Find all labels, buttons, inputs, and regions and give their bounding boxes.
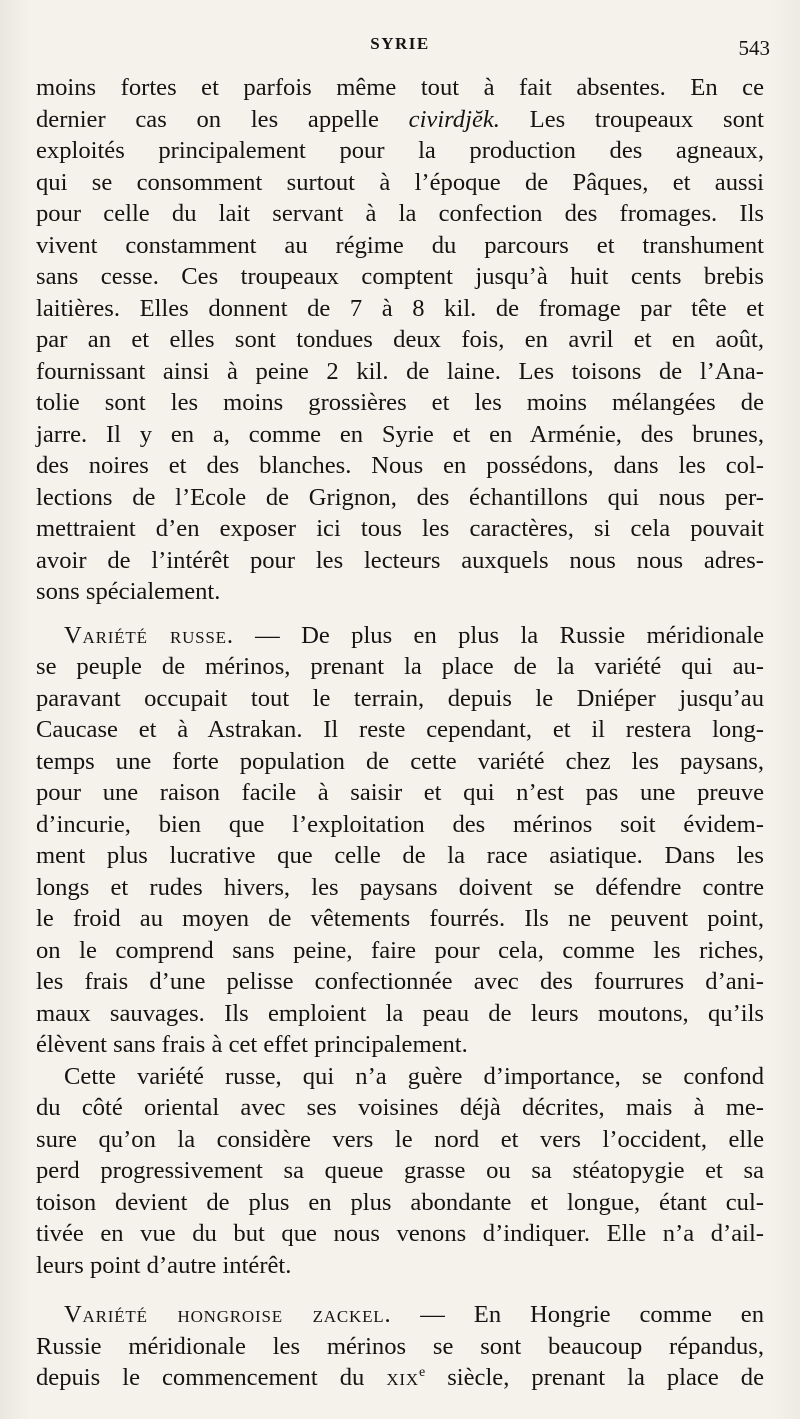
text-line: moins fortes et parfois même tout à fait absentes. En ce xyxy=(36,74,764,101)
text-segment: depuis le commencement du xyxy=(36,1364,387,1391)
text-line: qui se consomment surtout à l’époque de Pâques, et aussi xyxy=(36,168,764,196)
text-line xyxy=(36,1362,764,1394)
text-line xyxy=(36,620,764,652)
paragraph-spacer xyxy=(36,608,764,620)
text-line: sure qu’on la considère vers le nord et vers l’occident, elle xyxy=(36,1125,764,1153)
text-line: le froid au moyen de vêtements fourrés. Ils ne peuvent point, xyxy=(36,905,764,932)
text-line: d’incurie, bien que l’exploitation des mérinos soit évidem- xyxy=(36,810,764,838)
text-line: tolie sont les moins grossières et les moins mélangées de xyxy=(36,389,764,416)
century-numeral: xix xyxy=(386,1364,419,1391)
page-number: 543 xyxy=(738,36,770,60)
text-line: sans cesse. Ces troupeaux comptent jusqu’à huit cents brebis xyxy=(36,263,764,290)
running-title: SYRIE xyxy=(370,34,430,53)
text-line: tivée en vue du but que nous venons d’indiquer. Elle n’a d’ail- xyxy=(36,1220,764,1247)
paragraph-russe-suite xyxy=(36,1061,764,1282)
text-line: avoir de l’intérêt pour les lecteurs auxquels nous nous adres- xyxy=(36,546,764,574)
paragraph-continuation xyxy=(36,72,764,608)
text-line: lections de l’Ecole de Grignon, des échantillons qui nous per- xyxy=(36,483,764,511)
text-line: mettraient d’en exposer ici tous les caractères, si cela pouvait xyxy=(36,515,764,542)
paragraph-spacer xyxy=(36,1281,764,1299)
text-line: vivent constamment au régime du parcours et transhument xyxy=(36,231,764,259)
running-header xyxy=(38,30,770,64)
body-text xyxy=(36,72,764,1394)
text-line: on le comprend sans peine, faire pour cela, comme les riches, xyxy=(36,936,764,964)
text-line: exploités principalement pour la production des agneaux, xyxy=(36,137,764,164)
text-line: toison devient de plus en plus abondante et longue, étant cul- xyxy=(36,1188,764,1216)
text-line xyxy=(36,104,764,136)
text-line: Russie méridionale les mérinos se sont beaucoup répandus, xyxy=(36,1332,764,1360)
text-line: fournissant ainsi à peine 2 kil. de laine. Les toisons de l’Ana- xyxy=(36,357,764,385)
section-variete-hongroise xyxy=(36,1299,764,1394)
text-line: pour celle du lait servant à la confection des fromages. Ils xyxy=(36,200,764,227)
text-line: ment plus lucrative que celle de la race asiatique. Dans les xyxy=(36,842,764,869)
text-line: longs et rudes hivers, les paysans doivent se défendre contre xyxy=(36,873,764,901)
text-line: se peuple de mérinos, prenant la place de la variété qui au- xyxy=(36,653,764,680)
century-superscript: e xyxy=(418,1364,426,1380)
text-line: par an et elles sont tondues deux fois, en avril et en août, xyxy=(36,326,764,353)
text-line: pour une raison facile à saisir et qui n’est pas une preuve xyxy=(36,779,764,806)
text-line: sons spécialement. xyxy=(36,578,221,605)
text-segment: siècle, prenant la place de xyxy=(447,1364,765,1391)
text-line: leurs point d’autre intérêt. xyxy=(36,1251,292,1279)
text-line: des noires et des blanches. Nous en possédons, dans les col- xyxy=(36,452,764,479)
section-heading-hongroise: Variété hongroise zackel. xyxy=(64,1301,392,1328)
text-line: laitières. Elles donnent de 7 à 8 kil. de fromage par tête et xyxy=(36,294,764,322)
text-line: jarre. Il y en a, comme en Syrie et en Arménie, des brunes, xyxy=(36,420,764,448)
text-segment: — De plus en plus la Russie méridionale xyxy=(233,621,764,649)
text-line: Cette variété russe, qui n’a guère d’importance, se confond xyxy=(64,1062,764,1090)
text-line: élèvent sans frais à cet effet principalement. xyxy=(36,1031,468,1058)
section-heading-russe: Variété russe. xyxy=(64,621,234,649)
text-line: les frais d’une pelisse confectionnée avec des fourrures d’ani- xyxy=(36,968,764,995)
term-civirdjek: civirdjĕk. xyxy=(408,105,500,133)
text-line: perd progressivement sa queue grasse ou sa stéatopygie et sa xyxy=(36,1157,764,1184)
text-line: du côté oriental avec ses voisines déjà décrites, mais à me- xyxy=(36,1094,764,1121)
text-line: Caucase et à Astrakan. Il reste cependant, et il restera long- xyxy=(36,716,764,743)
text-segment: Les troupeaux sont xyxy=(499,105,764,133)
text-line xyxy=(36,1299,764,1331)
text-line: temps une forte population de cette variété chez les paysans, xyxy=(36,747,764,775)
section-variete-russe xyxy=(36,620,764,1061)
text-segment: — En Hongrie comme en xyxy=(391,1301,764,1328)
text-segment: dernier cas on les appelle xyxy=(36,105,409,133)
text-line: maux sauvages. Ils emploient la peau de leurs moutons, qu’ils xyxy=(36,999,764,1027)
text-line: paravant occupait tout le terrain, depuis le Dniéper jusqu’au xyxy=(36,684,764,712)
